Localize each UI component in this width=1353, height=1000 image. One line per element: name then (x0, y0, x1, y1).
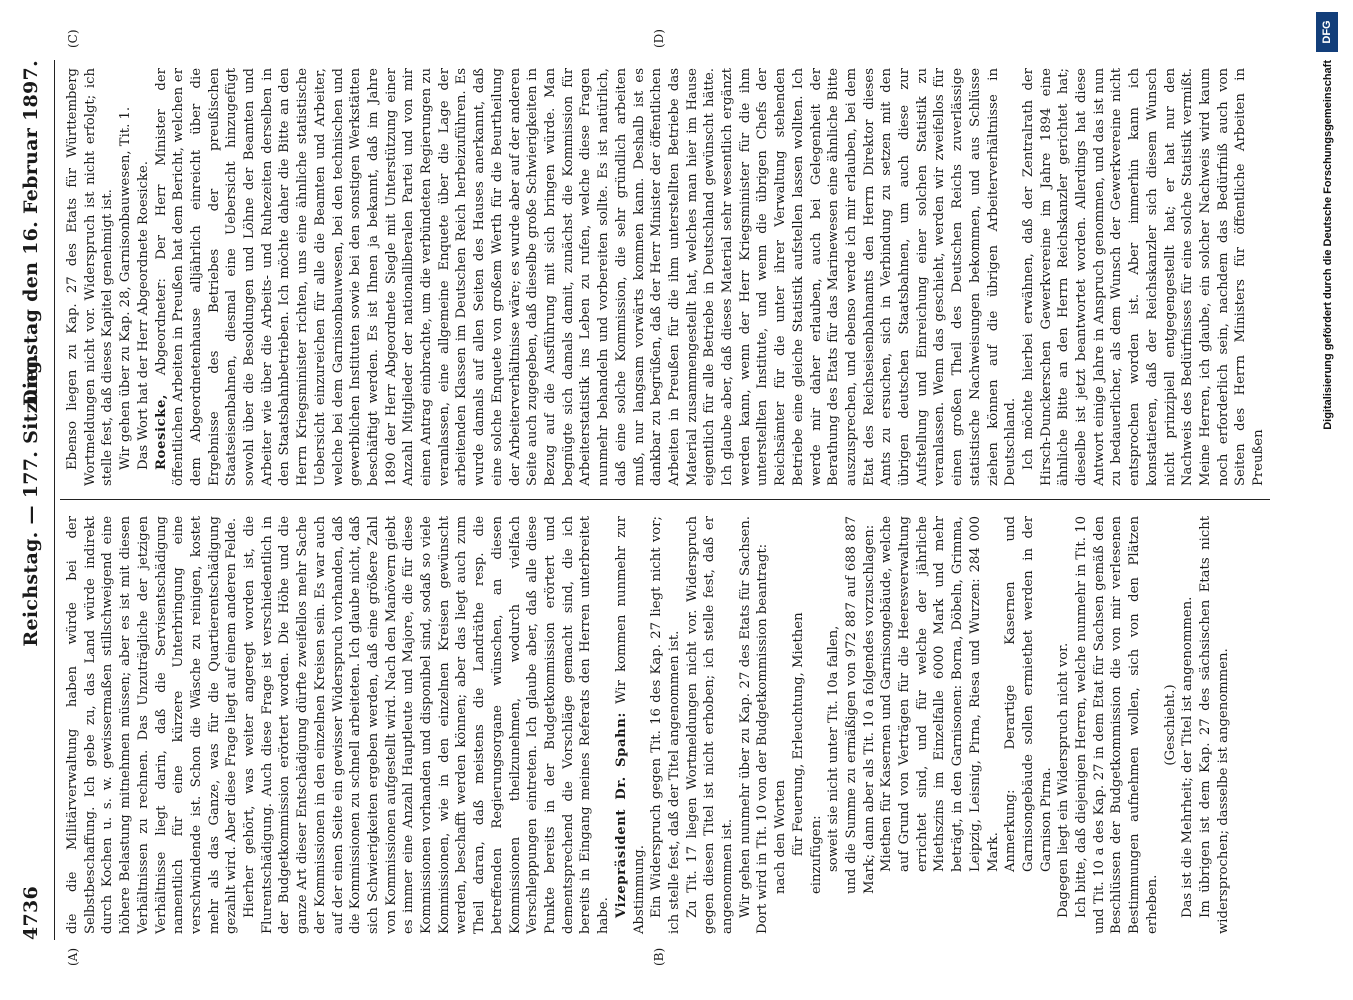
paragraph: Das Wort hat der Herr Abgeordnete Roesicke. (135, 160, 151, 470)
right-column (64, 68, 1268, 486)
margin-marker-b: (B) (652, 947, 666, 966)
paragraph: Ich möchte hierbei erwähnen, daß der Zentralrath der Hirsch-Dunckerschen Gewerkvereine im Jahre 1894 eine ähnliche Bitte an den Herrn Reichskanzler gerichtet hat; dieselbe ist jetzt beantwortet worden. Allerdings hat diese Antwort einige Jahre in Anspruch genommen, und das ist nun zu bedauerlicher, als dem Wunsch der Gewerkvereine nicht entsprochen worden ist. Aber immerhin kann ich konstatieren, daß der Reichskanzler sich diesem Wunsch nicht prinzipiell entgegengestellt hat; er hat nur den Nachweis des Bedürfnisses für eine solche Statistik vermißt. Meine Herren, ich glaube, ein solcher Nachweis wird kaum noch erforderlich sein, nachdem das Bedürfniß auch von Seiten des Herrn Ministers für öffentliche Arbeiten in Preußen (1020, 68, 1267, 486)
paragraph: Das ist die Mehrheit; der Titel ist angenommen. (1180, 596, 1196, 918)
left-column (64, 516, 1232, 934)
speech-text: Abgeordneter: Der Herr Minister der öffentlichen Arbeiten in Preußen hat dem Bericht, welchen er dem Abgeordnetenhause alljährlich einreicht über die Ergebnisse des Betriebes der preußischen Staatseisenbahnen, diesmal eine Uebersicht hinzugefügt sowohl über die Besoldungen und Löhne der Beamten und Arbeiter wie über die Arbeits- und Ruhezeiten derselben in den Staatsbahnbetrieben. Ich möchte daher die Bitte an den Herrn Kriegsminister richten, uns eine ähnliche statistische Uebersicht einzureichen für alle die Beamten und Arbeiter, welche bei dem Garnisonbauwesen, bei den technischen und gewerblichen Instituten sowie bei den sonstigen Werkstätten beschäftigt werden. Es ist Ihnen ja bekannt, daß im Jahre 1890 der Herr Abgeordnete Siegle mit Unterstützung einer Anzahl Mitglieder der nationalliberalen Partei und von mir einen Antrag einbrachte, um die verbündeten Regierungen zu veranlassen, eine allgemeine Enquete über die Lage der arbeitenden Klassen im Deutschen Reich herbeizuführen. Es wurde damals auf allen Seiten des Hauses anerkannt, daß eine solche Enquete von großem Werth für die Beurtheilung der Arbeiterverhältnisse wäre; es wurde aber auf der anderen Seite auch zugegeben, daß dieselbe große Schwierigkeiten in Bezug auf die Ausführung mit sich bringen würde. Man begnügte sich damals damit, zunächst die Kommission für Arbeiterstatistik ins Leben zu rufen, welche diese Fragen nunmehr behandeln und vorbereiten sollte. Es ist natürlich, daß eine solche Kommission, die sehr gründlich arbeiten muß, nur langsam vorwärts kommen kann. Deshalb ist es dankbar zu begrüßen, daß der Herr Minister der öffentlichen Arbeiten in Preußen für die ihm unterstellten Betriebe das Material zusammengestellt hat, welches man hier im Hause eigentlich für alle Betriebe in Deutschland gewünscht hätte. Ich glaube aber, daß dieses Material sehr wesentlich ergänzt werden kann, wenn der Herr Kriegsminister für die ihm unterstellten Institute, und wenn die übrigen Chefs der Reichsämter für die unter ihrer Verwaltung stehenden Betriebe eine gleiche Statistik aufstellen lassen wollten. Ich werde mir daher erlauben, auch bei Gelegenheit der Berathung des Etats für das Marinewesen eine ähnliche Bitte auszusprechen, und ebenso werde ich mir erlauben, bei dem Etat des Reichseisenbahnamts den Herrn Direktor dieses Amts zu ersuchen, sich in Verbindung zu setzen mit den übrigen deutschen Staatsbahnen, um auch diese zur Aufstellung und Einreichung einer solchen Statistik zu veranlassen. Wenn das geschieht, werden wir zweifellos für einen großen Theil des Deutschen Reichs zuverlässige statistische Nachweisungen bekommen, und aus Schlüsse ziehen können auf die übrigen Arbeiterverhältnisse in Deutschland. (153, 68, 1019, 486)
page-header (20, 60, 50, 940)
speaker-name: Vizepräsident Dr. Spahn: (613, 712, 629, 918)
paragraph (153, 68, 1020, 486)
paragraph: einzufügen: (808, 815, 824, 894)
paragraph: Zu Tit. 17 liegen Wortmeldungen nicht vor. Widerspruch gegen diesen Titel ist nicht erhoben; ich stelle fest, daß er angenommen ist. (684, 516, 736, 934)
paragraph: Wir gehen über zu Kap. 28, Garnisonbauwesen, Tit. 1. (118, 106, 134, 470)
paragraph: Hierher gehört, was weiter angeregt worden ist, die Flurentschädigung. Auch diese Frage ist verschiedentlich in der Budgetkommission erörtert worden. Die Höhe und die ganze Art dieser Entschädigung dürfte zweifellos mehr Sache der Kommissionen in den einzelnen Kreisen sein. Es war auch auf der einen Seite ein gewisser Widerspruch vorhanden, daß die Kommissionen zu schnell arbeiteten. Ich glaube nicht, daß sich Schwierigkeiten ergeben werden, daß eine größere Zahl von Kommissionen aufgestellt wird. Nach den Manövern giebt es immer eine Anzahl Hauptleute und Majore, die für diese Kommissionen vorhanden und disponibel sind, sodaß so viele Kommissionen, wie in den einzelnen Kreisen gewünscht werden, beschafft werden können; aber das liegt auch zum Theil daran, daß meistens die Landräthe resp. die betreffenden Regierungsorgane wünschen, an diesen Kommissionen theilzunehmen, wodurch vielfach Verschleppungen eintreten. Ich glaube aber, daß alle diese Punkte bereits in der Budgetkommission erörtert und dementsprechend die Vorschläge gemacht sind, die ich bereits in Eingang meines Referats den Herren unterbreitet habe. (242, 516, 612, 934)
margin-marker-a: (A) (66, 947, 80, 966)
paragraph: Ebenso liegen zu Kap. 27 des Etats für Württemberg Wortmeldungen nicht vor. Widerspruch ist nicht erfolgt; ich stelle fest, daß dieses Kapitel genehmigt ist. (65, 68, 116, 486)
paragraph: (Geschieht.) (1162, 684, 1178, 766)
paragraph: Dagegen liegt ein Widerspruch nicht vor. (1056, 642, 1072, 918)
margin-marker-c: (C) (66, 29, 80, 48)
speech-text: Wir kommen nunmehr zur Abstimmung. (613, 516, 647, 934)
session-title: Reichstag. — 177. Sitzung. (20, 353, 42, 647)
margin-marker-d: (D) (652, 29, 666, 48)
paragraph (613, 516, 648, 934)
paragraph: Anmerkung: Derartige Kasernen und Garnisongebäude sollen ermiethet werden in der Garnison Pirna. (1003, 516, 1054, 872)
paragraph: Ich bitte, daß diejenigen Herren, welche nunmehr in Tit. 10 und Tit. 10 a des Kap. 27 in dem Etat für Sachsen gemäß den Beschlüssen der Budgetkommission die von mir verlesenen Bestimmungen aufnehmen wollen, sich von den Plätzen erheben. (1074, 516, 1160, 934)
paragraph: für Feuerung, Erleuchtung, Miethen (790, 612, 806, 856)
session-date: Dienstag den 16. Februar 1897. (20, 60, 42, 406)
paragraph: nach den Worten (773, 780, 789, 894)
paragraph: soweit sie nicht unter Tit. 10a fallen, (826, 625, 842, 872)
paragraph: Im übrigen ist dem Kap. 27 des sächsischen Etats nicht widersprochen; dasselbe ist angenommen. (1198, 516, 1231, 934)
dfg-logo: DFG (1316, 12, 1338, 52)
paragraph: und die Summe zu ermäßigen von 972 887 auf 688 887 Mark; dann aber als Tit. 10 a folgendes vorzuschlagen: (843, 516, 877, 894)
paragraph: Ein Widerspruch gegen Tit. 16 des Kap. 27 liegt nicht vor; ich stelle fest, daß der Titel angenommen ist. (649, 516, 682, 934)
paragraph: Miethen für Kasernen und Garnisongebäude, welche auf Grund von Verträgen für die Heeresverwaltung errichtet sind, und für welche der jährliche Miethszins im Einzelfalle 6000 Mark und mehr beträgt, in den Garnisonen: Borna, Döbeln, Grimma, Leipzig, Leisnig, Pirna, Riesa und Wurzen: 284 000 Mark. (879, 516, 1001, 872)
paragraph: Wir gehen nunmehr über zu Kap. 27 des Etats für Sachsen. Dort wird in Tit. 10 von der Budgetkommission beantragt: (737, 516, 771, 934)
page-number: 4736 (20, 885, 42, 940)
column-divider (60, 499, 1270, 500)
speaker-name: Roesicke, (153, 393, 169, 470)
header-rule (54, 60, 55, 940)
digitization-credit: Digitalisierung gefördert durch die Deutsche Forschungsgemeinschaft (1322, 60, 1334, 430)
paragraph: die die Militärverwaltung haben würde bei der Selbstbeschaffung. Ich gebe zu, das Land würde indirekt durch Kochen u. s. w. gewissermaßen stillschweigend eine höhere Belastung mitnehmen müssen; aber es ist mit diesen Verhältnissen zu rechnen. Das Unzuträgliche der jetzigen Verhältnisse liegt darin, daß die Servisentschädigung namentlich für eine kürzere Unterbringung eine verschwindende ist. Schon die Wäsche zu reinigen, kostet mehr als das Ganze, was für die Quartierentschädigung gezahlt wird. Aber diese Frage liegt auf einem anderen Felde. (65, 516, 240, 934)
